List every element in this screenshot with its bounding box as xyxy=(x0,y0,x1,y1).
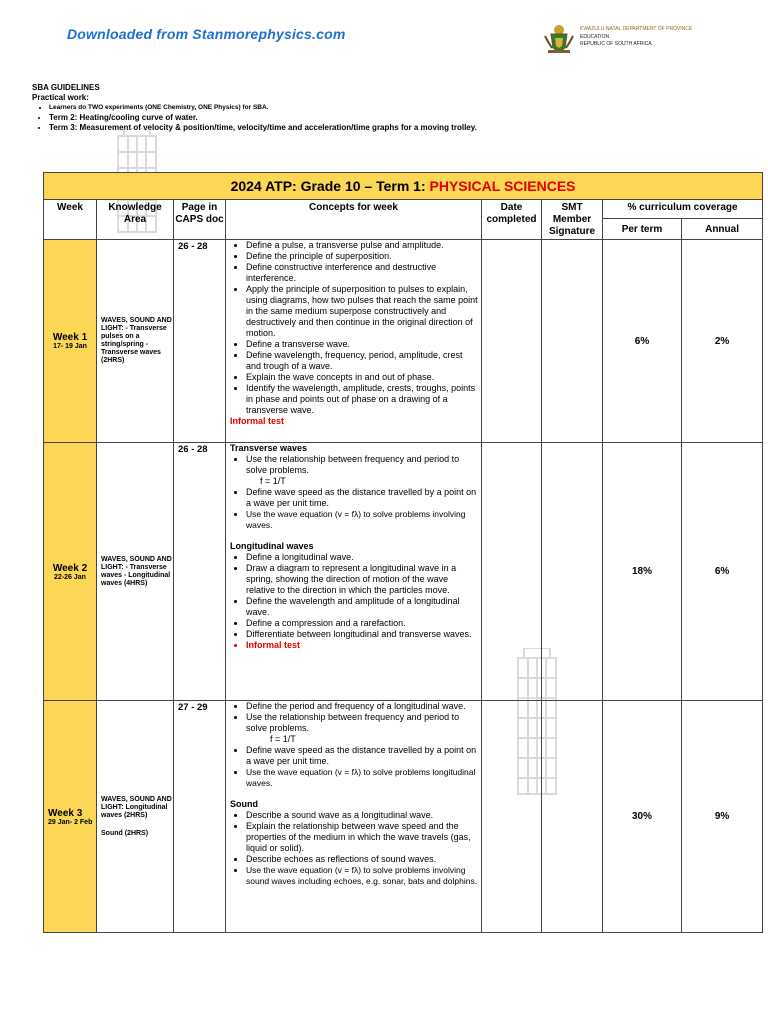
sba-item: • Term 3: Measurement of velocity & position/time, velocity/time and acceleration/time graphs for a moving trolley. xyxy=(49,123,477,133)
date-completed-cell xyxy=(482,240,542,443)
concept-item: • Differentiate between longitudinal and transverse waves. xyxy=(246,629,478,640)
concept-item: • Define a longitudinal wave. xyxy=(246,552,478,563)
week-cell xyxy=(44,240,97,443)
knowledge-area-cell: WAVES, SOUND AND LIGHT: - Transverse pulses on a string/spring -Transverse waves (2HRS) xyxy=(97,240,174,443)
concepts-cell xyxy=(226,701,482,933)
week-label: Week 1 xyxy=(52,332,88,343)
concept-item: • Explain the relationship between wave speed and the properties of the medium in which the wave travels (gas, liquid or solid). xyxy=(246,821,478,854)
week-dates: 17- 19 Jan xyxy=(53,343,87,350)
header-concepts: Concepts for week xyxy=(226,200,482,240)
section-heading: Sound xyxy=(230,799,258,809)
per-term-cell: 18% xyxy=(603,443,682,701)
concept-item: • Use the wave equation (v = fλ) to solve problems involving waves. xyxy=(246,509,478,531)
per-term-cell: 30% xyxy=(603,701,682,933)
section-heading: Longitudinal waves xyxy=(230,541,314,551)
informal-test-label: Informal test xyxy=(230,416,285,426)
knowledge-area-text: WAVES, SOUND AND LIGHT: Longitudinal waves (2HRS) xyxy=(101,795,172,819)
per-term-cell: 6% xyxy=(603,240,682,443)
annual-cell: 2% xyxy=(682,240,763,443)
date-completed-cell xyxy=(482,701,542,933)
atp-table xyxy=(43,172,763,933)
informal-test-label: • Informal test xyxy=(246,640,478,651)
logo-line-1: KWAZULU-NATAL DEPARTMENT OF PROVINCE xyxy=(580,26,693,32)
concept-item: • Define wave speed as the distance travelled by a point on a wave per unit time. xyxy=(246,745,478,767)
formula: f = 1/T xyxy=(270,734,296,744)
sba-title: SBA GUIDELINES xyxy=(32,83,100,92)
concept-item: • Use the wave equation (v = fλ) to solve problems involving sound waves including echoes, e.g. sonar, bats and dolphins. xyxy=(246,865,478,887)
page-cell: 26 - 28 xyxy=(174,240,226,443)
sba-guidelines xyxy=(32,83,477,133)
table-row xyxy=(44,240,763,443)
formula: f = 1/T xyxy=(260,476,286,486)
title-prefix: 2024 ATP: Grade 10 – Term 1: xyxy=(230,178,430,194)
header-week: Week xyxy=(44,200,97,240)
concept-item: • Explain the wave concepts in and out of phase. xyxy=(246,372,478,383)
concept-item: • Define wave speed as the distance travelled by a point on a wave per unit time. xyxy=(246,487,478,509)
smt-signature-cell xyxy=(542,240,603,443)
sba-subtitle: Practical work: xyxy=(32,93,89,102)
header-page: Page in CAPS doc xyxy=(174,200,226,240)
header-annual: Annual xyxy=(682,219,763,240)
knowledge-area-text: Sound (2HRS) xyxy=(101,829,149,837)
concepts-cell xyxy=(226,443,482,701)
concept-item: • Use the relationship between frequency and period to solve problems. xyxy=(246,712,478,734)
concept-item: • Use the wave equation (v = fλ) to solve problems longitudinal waves. xyxy=(246,767,478,789)
smt-signature-cell xyxy=(542,701,603,933)
concept-item: • Describe a sound wave as a longitudinal wave. xyxy=(246,810,478,821)
coat-of-arms-icon xyxy=(542,22,576,54)
annual-cell: 6% xyxy=(682,443,763,701)
section-heading: Transverse waves xyxy=(230,443,308,453)
week-label: Week 2 xyxy=(52,562,88,574)
date-completed-cell xyxy=(482,443,542,701)
annual-cell: 9% xyxy=(682,701,763,933)
concept-item: • Define wavelength, frequency, period, amplitude, crest and trough of a wave. xyxy=(246,350,478,372)
title-subject: PHYSICAL SCIENCES xyxy=(429,178,576,194)
knowledge-area-cell: WAVES, SOUND AND LIGHT: - Transverse waves - Longitudinal waves (4HRS) xyxy=(97,443,174,701)
table-row xyxy=(44,443,763,701)
week-dates: 22-26 Jan xyxy=(54,573,86,581)
concept-item: • Apply the principle of superposition to pulses to explain, using diagrams, how two pulses that reach the same point in the same medium superpose constructively and destructively and then continue in the original direction of motion. xyxy=(246,284,478,339)
download-banner[interactable]: Downloaded from Stanmorephysics.com xyxy=(67,26,346,42)
table-title xyxy=(44,173,763,200)
concept-item: • Identify the wavelength, amplitude, crests, troughs, points in phase and points out of phase on a drawing of a transverse wave. xyxy=(246,383,478,416)
department-logo xyxy=(540,20,693,56)
concept-item: • Define a transverse wave. xyxy=(246,339,478,350)
concept-item: • Define the period and frequency of a longitudinal wave. xyxy=(246,701,478,712)
week-cell xyxy=(44,443,97,701)
header-smt: SMT Member Signature xyxy=(542,200,603,240)
week-cell xyxy=(44,701,97,933)
concept-item: • Define a compression and a rarefaction. xyxy=(246,618,478,629)
concepts-cell xyxy=(226,240,482,443)
logo-line-2: EDUCATION xyxy=(580,34,610,40)
concept-item: • Define a pulse, a transverse pulse and amplitude. xyxy=(246,240,478,251)
header-coverage: % curriculum coverage xyxy=(603,200,763,219)
concept-item: • Use the relationship between frequency and period to solve problems. xyxy=(246,454,478,476)
smt-signature-cell xyxy=(542,443,603,701)
week-dates: 29 Jan- 2 Feb xyxy=(48,818,93,826)
header-knowledge-area: Knowledge Area xyxy=(97,200,174,240)
page-cell: 27 - 29 xyxy=(174,701,226,933)
week-label: Week 3 xyxy=(48,807,83,819)
header-date: Date completed xyxy=(482,200,542,240)
knowledge-area-cell xyxy=(97,701,174,933)
header-per-term: Per term xyxy=(603,219,682,240)
sba-item: • Term 2: Heating/cooling curve of water. xyxy=(49,113,477,123)
concept-item: • Draw a diagram to represent a longitudinal wave in a spring, showing the direction of motion of the wave relative to the direction in which the particles move. xyxy=(246,563,478,596)
sba-list xyxy=(32,103,477,133)
concept-item: • Define the wavelength and amplitude of a longitudinal wave. xyxy=(246,596,478,618)
sba-item: • Learners do TWO experiments (ONE Chemistry, ONE Physics) for SBA. xyxy=(49,103,477,113)
concept-item: • Define constructive interference and destructive interference. xyxy=(246,262,478,284)
page-cell: 26 - 28 xyxy=(174,443,226,701)
logo-line-3: REPUBLIC OF SOUTH AFRICA xyxy=(580,41,652,47)
table-row xyxy=(44,701,763,933)
concept-item: • Describe echoes as reflections of sound waves. xyxy=(246,854,478,865)
concept-item: • Define the principle of superposition. xyxy=(246,251,478,262)
